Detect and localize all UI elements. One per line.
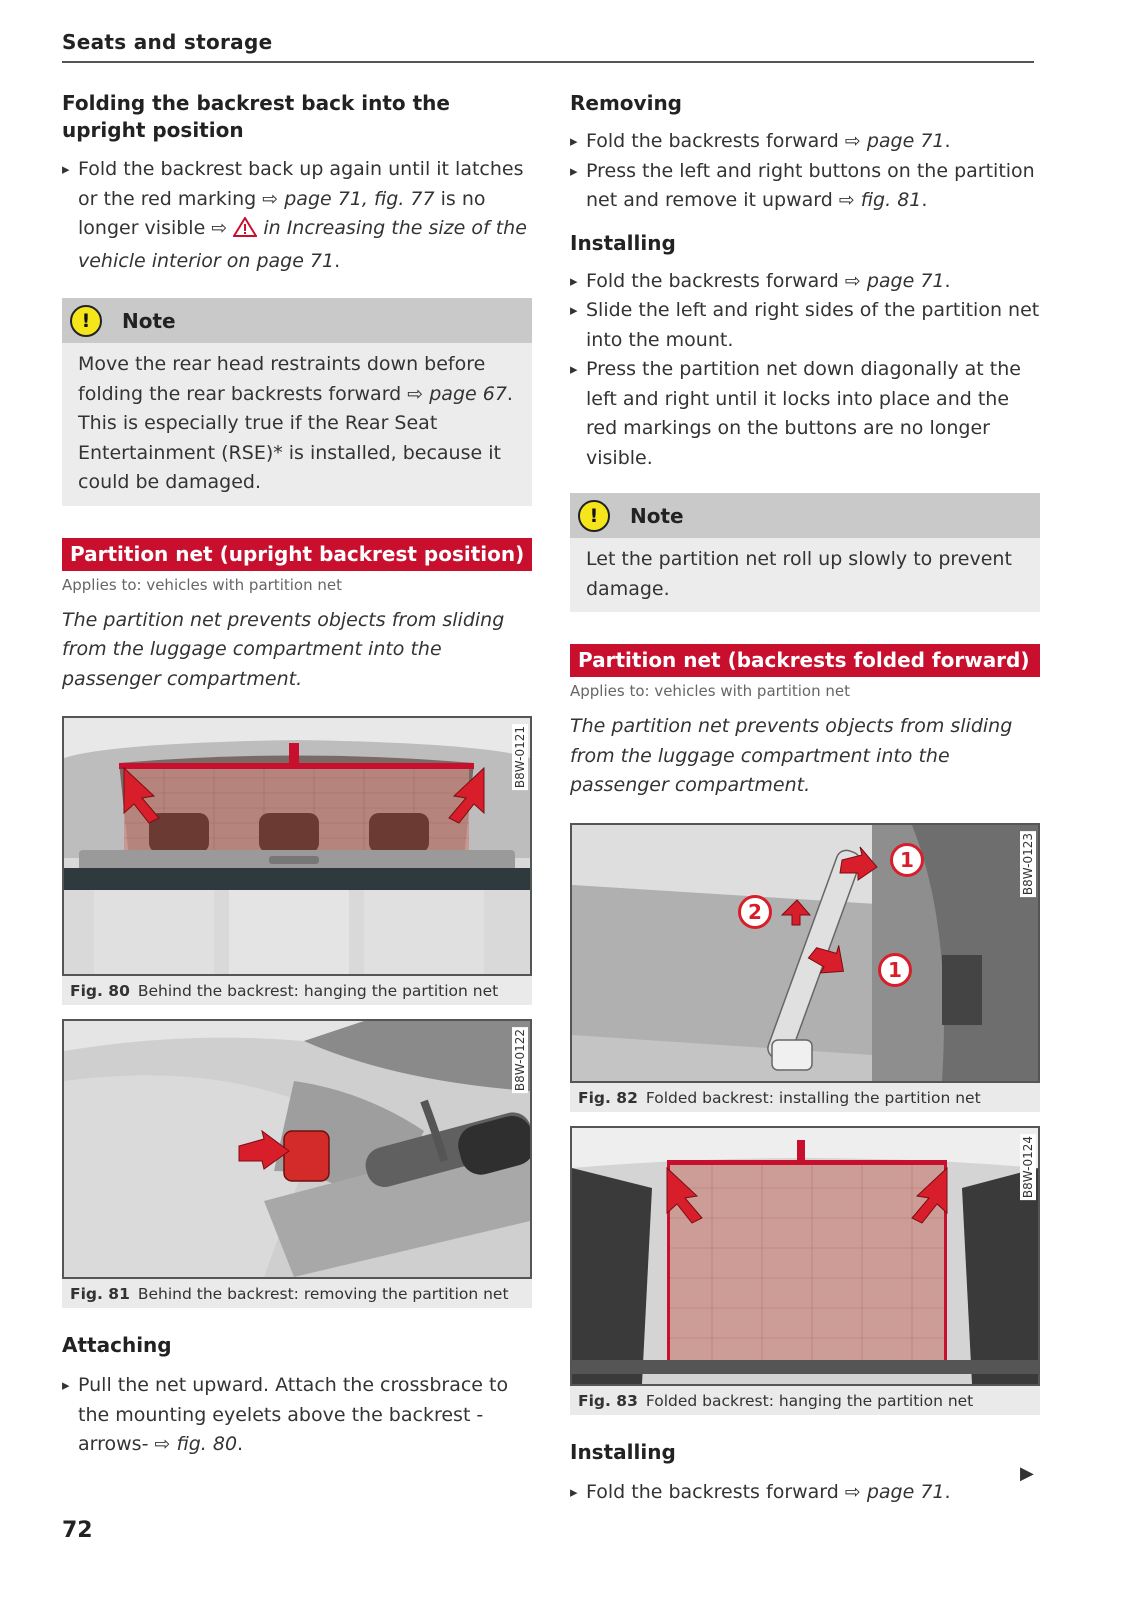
step-fold-forward: ▸ Fold the backrests forward ⇨ page 71. (570, 267, 1040, 297)
left-column (62, 90, 532, 1460)
heading-removing: Removing (570, 91, 682, 115)
page-ref[interactable]: ⇨ page 71, fig. 77 (262, 187, 435, 210)
section-folded (570, 644, 1040, 801)
illustration-hanging-net-folded (572, 1128, 1038, 1384)
note-body: Let the partition net roll up slowly to prevent damage. (586, 548, 1012, 600)
step-press-buttons: ▸ Press the left and right buttons on the partition net and remove it upward ⇨ fig. 81. (570, 157, 1040, 216)
figure-81 (62, 1019, 532, 1308)
callout-1-top: 1 (890, 843, 924, 877)
figure-81-image (62, 1019, 532, 1279)
figure-code: B8W-0121 (513, 726, 527, 789)
page-ref[interactable]: ⇨ page 71 (844, 130, 945, 152)
note-box-roll-up (570, 493, 1040, 612)
callout-1-bottom: 1 (878, 953, 912, 987)
exclamation-icon: ! (70, 305, 102, 337)
figure-82 (570, 823, 1040, 1112)
figure-83 (570, 1126, 1040, 1415)
illustration-removing-net (64, 1021, 530, 1277)
step-press-diagonally: ▸ Press the partition net down diagonally at the left and right until it locks into place and the red markings on the buttons are no longer visible. (570, 355, 1040, 473)
section-intro: The partition net prevents objects from sliding from the luggage compartment into the passenger compartment. (62, 608, 505, 690)
continue-arrow-icon: ▶ (1020, 1463, 1034, 1484)
step-fold-backrest: ▸ Fold the backrest back up again until it latches or the red marking ⇨ page 71, fig. 77 is no longer visible ⇨ in Increasing the size of the vehicle interior on page 71. (62, 155, 532, 276)
installing-steps-2 (570, 1478, 1040, 1508)
note-box-head-restraints (62, 298, 532, 506)
step-fold-forward: ▸ Fold the backrests forward ⇨ page 71. (570, 127, 1040, 157)
attaching-steps (62, 1371, 532, 1460)
figure-caption: Fig. 83 Folded backrest: hanging the partition net (578, 1391, 974, 1410)
removing-steps (570, 127, 1040, 216)
figure-83-image (570, 1126, 1040, 1386)
figure-code: B8W-0123 (1021, 832, 1035, 895)
note-title: Note (122, 308, 176, 333)
applies-to: Applies to: vehicles with partition net (570, 682, 850, 700)
callout-2: 2 (738, 895, 772, 929)
exclamation-icon: ! (578, 500, 610, 532)
illustration-installing-net (572, 825, 1038, 1081)
step-pull-net: ▸ Pull the net upward. Attach the crossbrace to the mounting eyelets above the backrest -arrows- ⇨ fig. 80. (62, 1371, 532, 1460)
section-title: Partition net (upright backrest position) (62, 538, 532, 571)
step-slide-sides: ▸ Slide the left and right sides of the partition net into the mount. (570, 296, 1040, 355)
page-ref[interactable]: ⇨ page 67 (407, 382, 507, 405)
figure-caption: Fig. 82 Folded backrest: installing the partition net (578, 1088, 981, 1107)
figure-caption: Fig. 80 Behind the backrest: hanging the partition net (70, 982, 499, 1000)
applies-to: Applies to: vehicles with partition net (62, 575, 342, 594)
note-header (62, 298, 532, 343)
running-header: Seats and storage (62, 30, 273, 54)
heading-installing: Installing (570, 230, 676, 255)
section-intro: The partition net prevents objects from sliding from the luggage compartment into the passenger compartment. (570, 715, 1013, 796)
note-title: Note (630, 503, 684, 528)
folding-steps (62, 155, 532, 276)
warning-ref[interactable]: in Increasing the size of the vehicle interior on page 71 (78, 217, 527, 272)
figure-ref[interactable]: ⇨ fig. 81 (838, 189, 922, 211)
heading-folding-backrest: Folding the backrest back into the upright position (62, 91, 450, 142)
figure-82-image (570, 823, 1040, 1083)
figure-80-image (62, 716, 532, 976)
warning-triangle-icon (233, 217, 257, 247)
illustration-hanging-net (64, 718, 530, 974)
note-header (570, 493, 1040, 538)
figure-ref[interactable]: ⇨ fig. 80 (154, 1433, 238, 1455)
installing-steps (570, 267, 1040, 474)
section-title: Partition net (backrests folded forward) (570, 644, 1040, 677)
figure-caption: Fig. 81 Behind the backrest: removing the partition net (70, 1285, 509, 1303)
figure-80 (62, 716, 532, 1005)
page-number: 72 (62, 1518, 93, 1543)
page-ref[interactable]: ⇨ page 71 (844, 1480, 945, 1503)
figure-code: B8W-0122 (513, 1029, 527, 1092)
step-fold-forward: ▸ Fold the backrests forward ⇨ page 71. (570, 1478, 1040, 1508)
figure-code: B8W-0124 (1021, 1135, 1035, 1198)
note-body: Move the rear head restraints down before folding the rear backrests forward ⇨ page 67. This is especially true if the Rear Seat Entertainment (RSE)* is installed, because it could be damaged. (78, 353, 513, 493)
section-upright (62, 538, 532, 695)
header-rule (62, 61, 1034, 63)
page-ref[interactable]: ⇨ page 71 (844, 269, 945, 292)
right-column (570, 90, 1040, 1507)
heading-installing-2: Installing (570, 1439, 676, 1464)
heading-attaching: Attaching (62, 1333, 172, 1357)
